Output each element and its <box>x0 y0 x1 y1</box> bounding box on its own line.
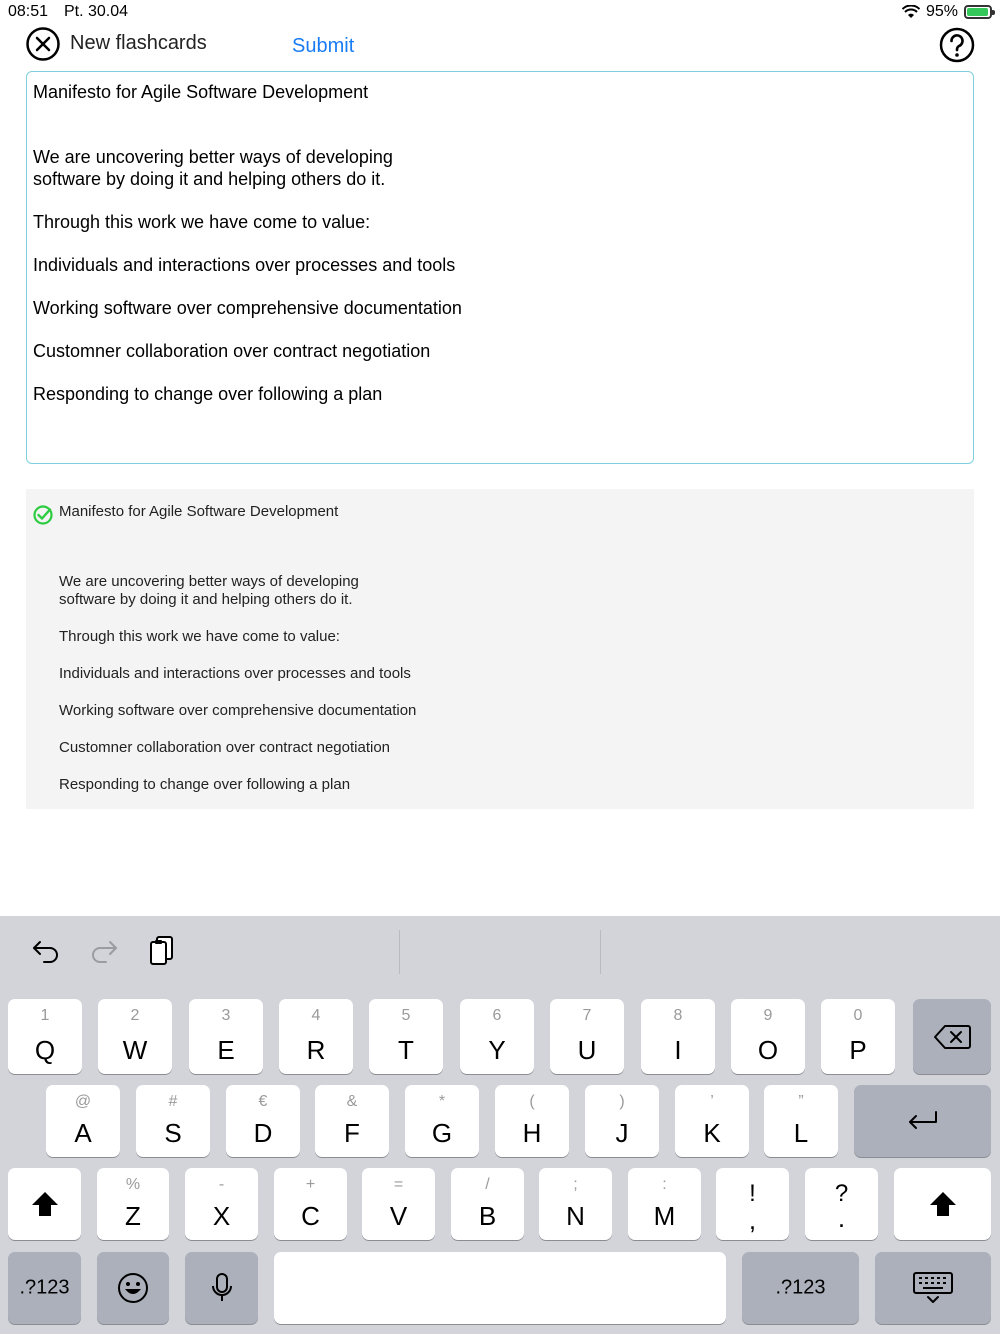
key-primary: V <box>389 1201 408 1231</box>
key-primary: F <box>344 1118 360 1148</box>
key-primary: T <box>398 1035 414 1065</box>
key-primary: , <box>748 1205 757 1235</box>
preview-line: We are uncovering better ways of developing software by doing it and helping others do it. <box>59 573 359 608</box>
key-secondary: ” <box>798 1093 804 1110</box>
preview-text <box>59 503 416 794</box>
key-secondary: + <box>305 1176 316 1193</box>
key-d[interactable] <box>226 1085 300 1157</box>
flashcard-text-editor[interactable] <box>26 71 974 464</box>
key-secondary: ’ <box>710 1093 714 1110</box>
keyboard-toolbar <box>0 916 1000 988</box>
key-g[interactable] <box>405 1085 479 1157</box>
key-secondary: ! <box>749 1180 756 1207</box>
key-t[interactable] <box>369 999 443 1074</box>
header <box>0 26 1000 66</box>
key-primary: P <box>849 1035 867 1065</box>
key-primary: X <box>212 1201 231 1231</box>
key-secondary: % <box>125 1176 141 1193</box>
return-icon <box>906 1110 940 1132</box>
key-v[interactable] <box>362 1168 435 1240</box>
page-title: New flashcards <box>70 32 207 54</box>
submit-button[interactable]: Submit <box>292 35 355 57</box>
redo-icon[interactable] <box>88 934 120 966</box>
battery-percent: 95% <box>925 3 958 20</box>
editor-line: Manifesto for Agile Software Development <box>33 82 369 102</box>
key-secondary: 9 <box>763 1007 773 1024</box>
key-secondary: / <box>485 1176 490 1193</box>
key-secondary: & <box>346 1093 358 1110</box>
key-s[interactable] <box>136 1085 210 1157</box>
wifi-icon <box>902 5 920 19</box>
key-secondary: - <box>218 1176 225 1193</box>
status-right <box>902 3 992 21</box>
help-icon[interactable] <box>938 26 976 64</box>
key-secondary: * <box>438 1093 446 1110</box>
editor-line: We are uncovering better ways of developing software by doing it and helping others do it. <box>33 147 393 189</box>
key-primary: S <box>164 1118 182 1148</box>
shift-key-left[interactable] <box>8 1168 81 1240</box>
key-secondary: 2 <box>130 1007 140 1024</box>
key-primary: U <box>577 1035 597 1065</box>
status-time: 08:51 <box>8 3 49 20</box>
numbers-key-right[interactable] <box>742 1252 859 1324</box>
key-secondary: 4 <box>311 1007 321 1024</box>
key-x[interactable] <box>185 1168 258 1240</box>
key-primary: A <box>74 1118 92 1148</box>
key-secondary: : <box>662 1176 667 1193</box>
editor-line: Customner collaboration over contract negotiation <box>33 341 431 361</box>
editor-line: Individuals and interactions over processes and tools <box>33 255 456 275</box>
key-a[interactable] <box>46 1085 120 1157</box>
key-secondary: 5 <box>401 1007 411 1024</box>
key-primary: N <box>566 1201 585 1231</box>
key-k[interactable] <box>675 1085 749 1157</box>
status-bar <box>0 0 1000 26</box>
key-m[interactable] <box>628 1168 701 1240</box>
return-key[interactable] <box>854 1085 991 1157</box>
keyboard-dismiss-icon <box>912 1271 954 1305</box>
key-primary: . <box>837 1203 846 1233</box>
key-e[interactable] <box>189 999 263 1074</box>
key-primary: J <box>615 1118 629 1148</box>
editor-line: Through this work we have come to value: <box>33 212 371 232</box>
key-primary: R <box>306 1035 326 1065</box>
key-primary: E <box>217 1035 235 1065</box>
preview-line: Through this work we have come to value: <box>59 628 340 645</box>
key-secondary: ( <box>529 1093 535 1110</box>
key-primary: L <box>793 1118 809 1148</box>
on-screen-keyboard <box>0 916 1000 1334</box>
flashcard-preview <box>26 489 974 809</box>
key-secondary: ; <box>573 1176 578 1193</box>
toolbar-divider <box>600 930 601 974</box>
shift-icon <box>928 1190 958 1218</box>
preview-line: Individuals and interactions over processes and tools <box>59 665 411 682</box>
undo-icon[interactable] <box>30 934 62 966</box>
space-bar[interactable] <box>274 1252 726 1324</box>
key-primary: O <box>757 1035 779 1065</box>
key-primary: G <box>431 1118 453 1148</box>
key-j[interactable] <box>585 1085 659 1157</box>
key-secondary: ) <box>619 1093 625 1110</box>
key-primary: K <box>703 1118 721 1148</box>
key-u[interactable] <box>550 999 624 1074</box>
key-r[interactable] <box>279 999 353 1074</box>
key-b[interactable] <box>451 1168 524 1240</box>
dismiss-keyboard-key[interactable] <box>875 1252 991 1324</box>
delete-key[interactable] <box>913 999 991 1074</box>
key-secondary: € <box>258 1093 268 1110</box>
battery-icon <box>964 5 992 19</box>
key-primary: I <box>674 1035 682 1065</box>
key-q[interactable] <box>8 999 82 1074</box>
key-primary: C <box>301 1201 320 1231</box>
preview-line: Working software over comprehensive documentation <box>59 702 417 719</box>
key-y[interactable] <box>460 999 534 1074</box>
shift-icon <box>30 1190 60 1218</box>
key-w[interactable] <box>98 999 172 1074</box>
key-secondary: @ <box>74 1093 92 1110</box>
close-icon[interactable] <box>25 26 61 62</box>
key-primary: Q <box>34 1035 56 1065</box>
key-secondary: ? <box>834 1180 849 1207</box>
key-primary: D <box>253 1118 273 1148</box>
preview-line: Manifesto for Agile Software Development <box>59 503 339 520</box>
key-f[interactable] <box>315 1085 389 1157</box>
key-c[interactable] <box>274 1168 347 1240</box>
editor-line: Responding to change over following a plan <box>33 384 383 404</box>
numbers-key-left[interactable] <box>8 1252 81 1324</box>
key-label: .?123 <box>19 1276 70 1299</box>
checkmark-icon <box>33 505 53 525</box>
key-secondary: 7 <box>582 1007 592 1024</box>
key-h[interactable] <box>495 1085 569 1157</box>
key-secondary: 0 <box>853 1007 863 1024</box>
backspace-icon <box>933 1024 971 1050</box>
key-secondary: 3 <box>221 1007 231 1024</box>
key-i[interactable] <box>641 999 715 1074</box>
key-p[interactable] <box>821 999 895 1074</box>
key-comma[interactable] <box>716 1168 789 1240</box>
key-z[interactable] <box>97 1168 169 1240</box>
key-primary: Z <box>125 1201 141 1231</box>
preview-line: Responding to change over following a plan <box>59 776 351 793</box>
key-n[interactable] <box>539 1168 612 1240</box>
key-primary: Y <box>488 1035 506 1065</box>
key-o[interactable] <box>731 999 805 1074</box>
emoji-icon <box>117 1272 149 1304</box>
key-label: .?123 <box>775 1276 826 1299</box>
key-primary: B <box>478 1201 497 1231</box>
key-secondary: 8 <box>673 1007 683 1024</box>
key-secondary: # <box>168 1093 178 1110</box>
microphone-icon <box>210 1272 234 1304</box>
toolbar-divider <box>399 930 400 974</box>
key-primary: W <box>122 1035 148 1065</box>
paste-icon[interactable] <box>146 934 178 966</box>
key-secondary: 6 <box>492 1007 502 1024</box>
key-l[interactable] <box>764 1085 838 1157</box>
key-period[interactable] <box>805 1168 878 1240</box>
dictation-key[interactable] <box>185 1252 258 1324</box>
key-secondary: = <box>393 1176 404 1193</box>
key-primary: M <box>653 1201 676 1231</box>
editor-line: Working software over comprehensive documentation <box>33 298 462 318</box>
emoji-key[interactable] <box>97 1252 169 1324</box>
key-secondary: 1 <box>40 1007 50 1024</box>
status-date: Pt. 30.04 <box>64 3 129 20</box>
preview-line: Customner collaboration over contract negotiation <box>59 739 391 756</box>
shift-key-right[interactable] <box>894 1168 991 1240</box>
key-primary: H <box>522 1118 542 1148</box>
